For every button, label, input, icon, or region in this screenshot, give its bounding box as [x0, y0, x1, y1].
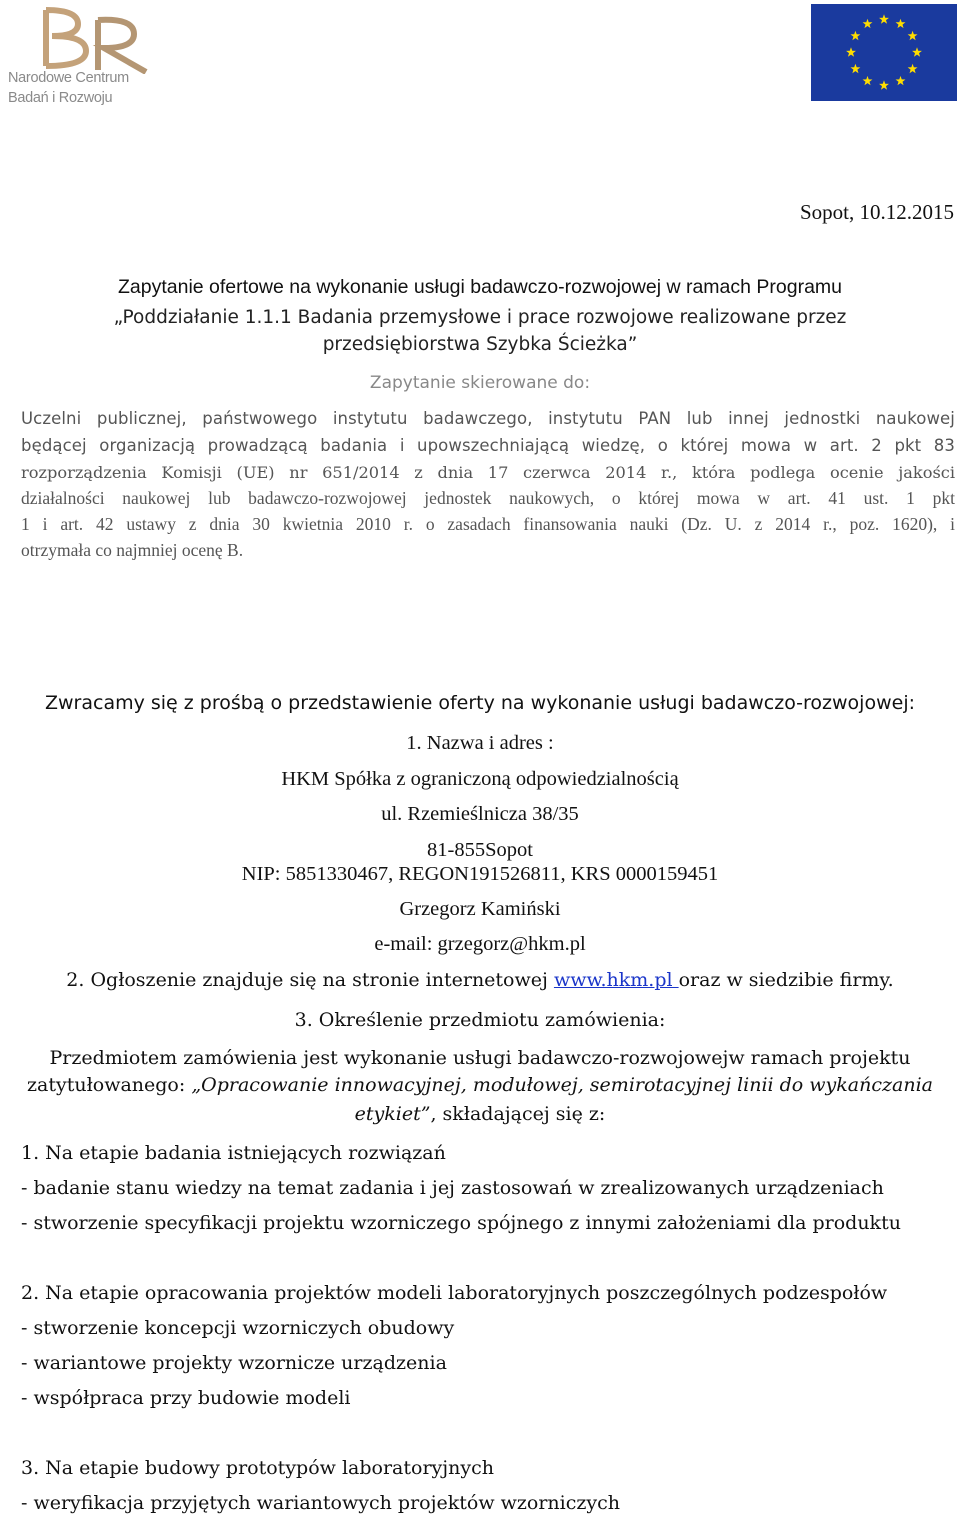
eu-star-icon: [912, 47, 922, 56]
stage-item: - badanie stanu wiedzy na temat zadania i jej zastosowań w zrealizowanych urządzeniach: [21, 1177, 884, 1199]
stage-item: - stworzenie specyfikacji projektu wzorniczego spójnego z innymi założeniami dla produktu: [21, 1212, 901, 1234]
stage-title: 2. Na etapie opracowania projektów modeli laboratoryjnych poszczególnych podzespołów: [21, 1282, 888, 1304]
addressee-line: Uczelni publicznej, państwowego instytutu badawczego, instytutu PAN lub innej jednostki naukowej: [21, 409, 955, 428]
eu-star-icon: [863, 19, 873, 28]
eu-star-icon: [879, 80, 889, 89]
eu-star-icon: [850, 31, 860, 40]
addressed-to-heading: Zapytanie skierowane do:: [369, 373, 591, 393]
stage-title: 3. Na etapie budowy prototypów laboratoryjnych: [21, 1457, 495, 1479]
document-title-line1: Zapytanie ofertowe na wykonanie usługi badawczo-rozwojowej w ramach Programu: [117, 276, 843, 298]
eu-star-icon: [896, 19, 906, 28]
section3-title: 3. Określenie przedmiotu zamówienia:: [294, 1009, 666, 1031]
eu-star-icon: [850, 64, 860, 73]
company-city: 81-855Sopot: [427, 839, 533, 861]
addressee-line: rozporządzenia Komisji (UE) nr 651/2014 z dnia 17 czerwca 2014 r., która podlega ocenie jakości: [21, 463, 955, 482]
eu-star-icon: [896, 76, 906, 85]
eu-stars: [811, 4, 957, 101]
company-name: HKM Spółka z ograniczoną odpowiedzialnością: [281, 768, 679, 790]
stage-item: - współpraca przy budowie modeli: [21, 1387, 351, 1409]
document-date: Sopot, 10.12.2015: [799, 200, 954, 224]
company-street: ul. Rzemieślnicza 38/35: [381, 803, 579, 825]
eu-star-icon: [908, 64, 918, 73]
stage-item: - stworzenie koncepcji wzorniczych obudowy: [21, 1317, 455, 1339]
document-title-line2: „Poddziałanie 1.1.1 Badania przemysłowe i prace rozwojowe realizowane przez: [113, 307, 847, 328]
addressee-line: będącej organizacją prowadzącą badania i upowszechniającą wiedzę, o której mowa w art. 2 pkt 83: [21, 436, 955, 455]
eu-flag-logo: [811, 4, 957, 101]
section2-prefix: 2. Ogłoszenie znajduje się na stronie internetowej: [66, 969, 554, 991]
eu-star-icon: [879, 14, 889, 23]
document-title-line3: przedsiębiorstwa Szybka Ścieżka”: [322, 334, 638, 355]
stage-item: - wariantowe projekty wzornicze urządzenia: [21, 1352, 447, 1374]
addressee-line: działalności naukowej lub badawczo-rozwojowej jednostek naukowych, o której mowa w art. 41 ust. 1 pkt: [21, 488, 955, 508]
section2-announcement: [0, 969, 960, 991]
ncbr-logo-mark: [6, 4, 182, 74]
company-website-link[interactable]: www.hkm.pl: [553, 969, 679, 991]
section1-title: 1. Nazwa i adres :: [406, 732, 554, 754]
subject-line3-suffix: , składającej się z:: [430, 1103, 606, 1125]
subject-line2-prefix: zatytułowanego:: [27, 1074, 192, 1096]
request-heading: Zwracamy się z prośbą o przedstawienie oferty na wykonanie usługi badawczo-rozwojowej:: [44, 692, 915, 714]
contact-person: Grzegorz Kamiński: [399, 898, 561, 920]
addressee-line: 1 i art. 42 ustawy z dnia 30 kwietnia 2010 r. o zasadach finansowania nauki (Dz. U. z 2014 r., poz. 1620), i: [21, 514, 955, 534]
addressee-line: otrzymała co najmniej ocenę B.: [21, 540, 244, 560]
subject-line1: Przedmiotem zamówienia jest wykonanie usługi badawczo-rozwojowejw ramach projektu: [49, 1047, 911, 1069]
eu-star-icon: [846, 47, 856, 56]
ncbr-logo: [6, 4, 182, 112]
company-ids: NIP: 5851330467, REGON191526811, KRS 0000159451: [241, 863, 719, 885]
subject-line2: [0, 1074, 960, 1096]
section2-suffix: oraz w siedzibie firmy.: [678, 969, 894, 991]
stage-item: - weryfikacja przyjętych wariantowych projektów wzorniczych: [21, 1492, 620, 1514]
contact-email: e-mail: grzegorz@hkm.pl: [374, 933, 586, 955]
ncbr-logo-line2: Badań i Rozwoju: [8, 90, 113, 106]
subject-line3: [0, 1103, 960, 1125]
eu-star-icon: [908, 31, 918, 40]
project-title-part2: etykiet”: [354, 1103, 431, 1125]
stage-title: 1. Na etapie badania istniejących rozwiązań: [21, 1142, 446, 1164]
project-title-part1: „Opracowanie innowacyjnej, modułowej, semirotacyjnej linii do wykańczania: [191, 1074, 933, 1096]
eu-star-icon: [863, 76, 873, 85]
ncbr-logo-line1: Narodowe Centrum: [8, 70, 129, 86]
